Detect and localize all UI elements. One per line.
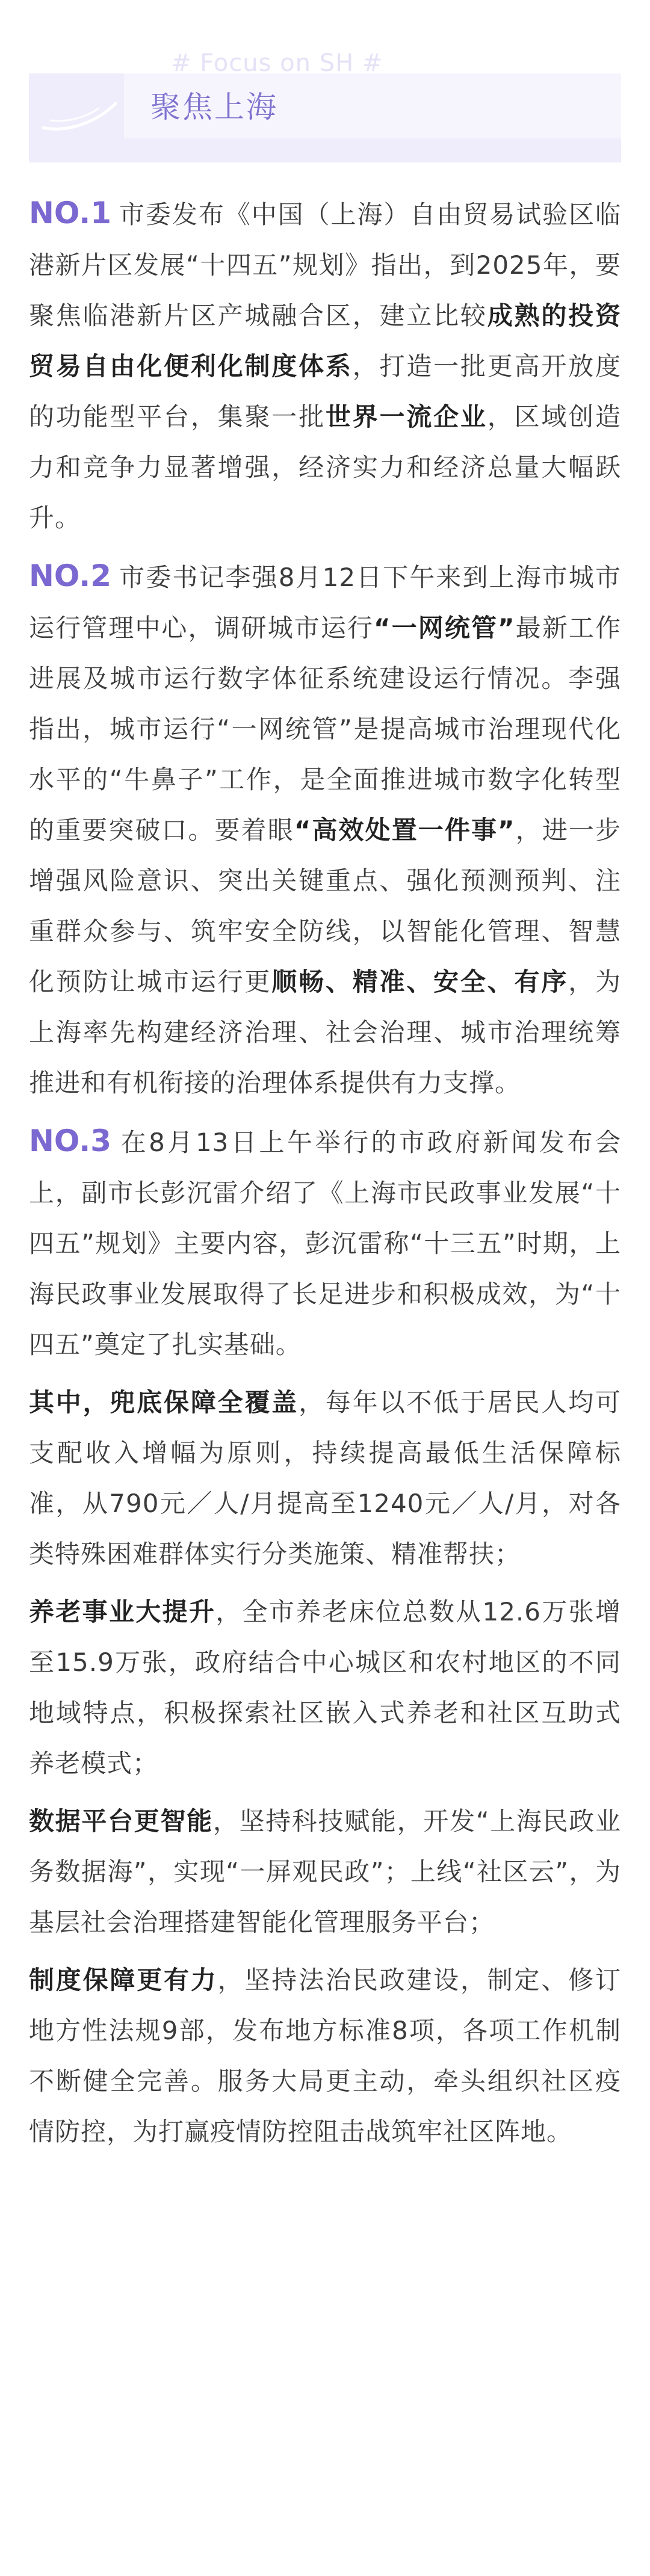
item-number-label: NO.2 [29,558,112,593]
swoosh-icon [39,93,123,135]
header-subtitle: # Focus on SH # [171,49,383,77]
emphasis-text: 其中，兜底保障全覆盖 [29,1388,299,1417]
emphasis-text: 成熟的投资贸易自由化便利化制度体系 [29,301,621,381]
body-text: ，为上海率先构建经济治理、社会治理、城市治理统筹推进和有机衔接的治理体系提供有力支撑。 [29,967,621,1098]
body-text: ，坚持法治民政建设，制定、修订地方性法规9部，发布地方标准8项，各项工作机制不断健全完善。服务大局更主动，牵头组织社区疫情防控，为打赢疫情防控阻击战筑牢社区阵地。 [29,1965,621,2146]
body-text: ，坚持科技赋能，开发“上海民政业务数据海”，实现“一屏观民政”；上线“社区云”，为基层社会治理搭建智能化管理服务平台； [29,1806,621,1937]
news-paragraph [29,551,621,1108]
body-text: ，区域创造力和竞争力显著增强，经济实力和经济总量大幅跃升。 [29,402,621,533]
section-title: 聚焦上海 [150,90,278,125]
item-number-label: NO.3 [29,1123,112,1158]
section-header [29,49,621,162]
news-paragraph [29,1377,621,1580]
item-number-label: NO.1 [29,196,112,230]
body-text: 最新工作进展及城市运行数字体征系统建设运行情况。李强指出，城市运行“一网统管”是提高城市治理现代化水平的“牛鼻子”工作，是全面推进城市数字化转型的重要突破口。要着眼 [29,613,621,845]
news-paragraph [29,1587,621,1789]
body-text: 市委发布《中国（上海）自由贸易试验区临港新片区发展“十四五”规划》指出，到2025年，要聚焦临港新片区产城融合区，建立比较 [29,200,621,330]
emphasis-text: 养老事业大提升 [29,1597,216,1626]
body-text: 在8月13日上午举行的市政府新闻发布会上，副市长彭沉雷介绍了《上海市民政事业发展“十四五”规划》主要内容，彭沉雷称“十三五”时期，上海民政事业发展取得了长足进步和积极成效，为“十四五”奠定了扎实基础。 [29,1128,621,1359]
emphasis-text: “一网统管” [374,613,515,643]
body-text: ，进一步增强风险意识、突出关键重点、强化预测预判、注重群众参与、筑牢安全防线，以智能化管理、智慧化预防让城市运行更 [29,815,621,996]
news-paragraph [29,1116,621,1370]
body-text: ，全市养老床位总数从12.6万张增至15.9万张，政府结合中心城区和农村地区的不同地域特点，积极探索社区嵌入式养老和社区互助式养老模式； [29,1597,621,1778]
emphasis-text: 数据平台更智能 [29,1806,213,1836]
body-text: ，打造一批更高开放度的功能型平台，集聚一批 [29,351,621,431]
news-paragraph [29,188,621,543]
emphasis-text: 制度保障更有力 [29,1965,218,1995]
body-text: ，每年以不低于居民人均可支配收入增幅为原则，持续提高最低生活保障标准，从790元／人/月提高至1240元／人/月，对各类特殊困难群体实行分类施策、精准帮扶； [29,1388,621,1569]
emphasis-text: “高效处置一件事” [294,815,515,845]
news-paragraph [29,1796,621,1948]
article-content [29,188,621,2164]
body-text: 市委书记李强8月12日下午来到上海市城市运行管理中心，调研城市运行 [29,563,621,643]
emphasis-text: 顺畅、精准、安全、有序 [271,967,569,996]
emphasis-text: 世界一流企业 [325,402,488,431]
news-paragraph [29,1955,621,2157]
